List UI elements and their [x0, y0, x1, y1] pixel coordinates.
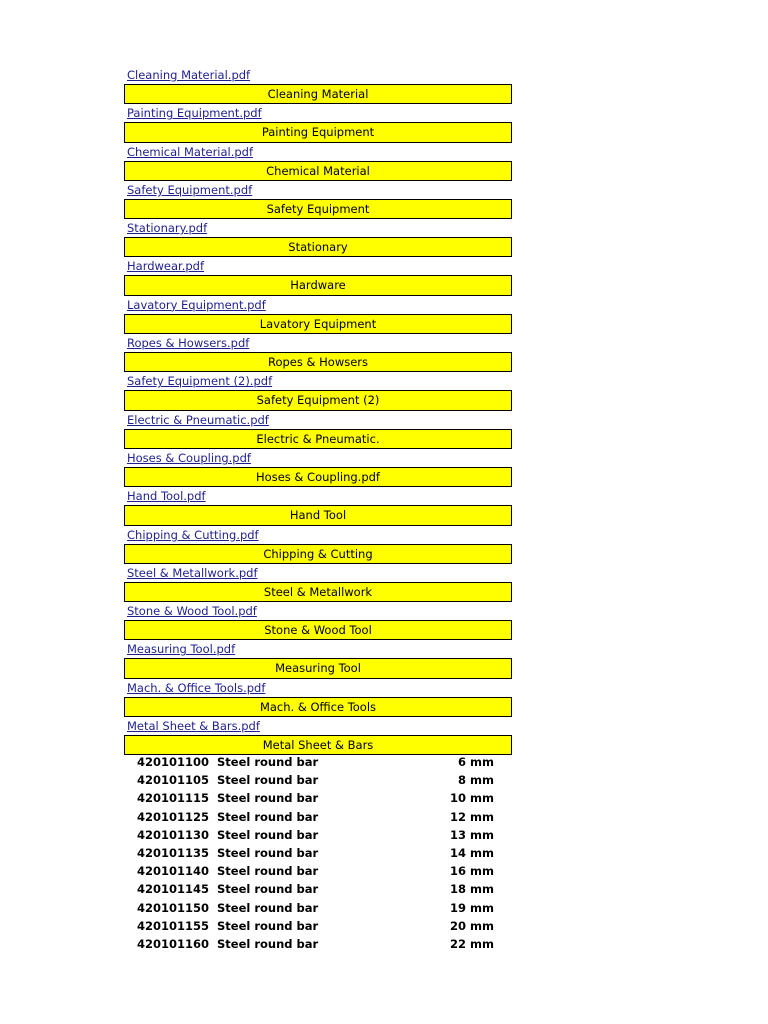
pdf-link[interactable]: Mach. & Office Tools.pdf [127, 680, 266, 695]
pdf-link[interactable]: Painting Equipment.pdf [127, 106, 262, 121]
table-row [124, 917, 512, 935]
section-header: Mach. & Office Tools [124, 697, 512, 717]
section-header: Safety Equipment (2) [124, 390, 512, 410]
item-size: 19 mm [450, 900, 494, 915]
section-header: Stone & Wood Tool [124, 620, 512, 640]
item-description: Steel round bar [217, 827, 319, 842]
pdf-link-row [124, 104, 512, 122]
table-row [124, 880, 512, 898]
item-code: 420101160 [137, 936, 210, 951]
item-code: 420101145 [137, 882, 210, 897]
section-header: Electric & Pneumatic. [124, 429, 512, 449]
pdf-link-row [124, 411, 512, 429]
pdf-link[interactable]: Measuring Tool.pdf [127, 642, 236, 657]
item-size: 16 mm [450, 864, 494, 879]
table-row [124, 935, 512, 953]
item-code: 420101115 [137, 791, 210, 806]
pdf-link-row [124, 296, 512, 314]
section-header: Stationary [124, 237, 512, 257]
pdf-link-row [124, 143, 512, 161]
pdf-link-row [124, 679, 512, 697]
pdf-link-row [124, 564, 512, 582]
item-code: 420101130 [137, 827, 210, 842]
item-description: Steel round bar [217, 845, 319, 860]
pdf-link[interactable]: Hand Tool.pdf [127, 489, 206, 504]
table-row [124, 771, 512, 789]
item-code: 420101140 [137, 864, 210, 879]
section-header: Safety Equipment [124, 199, 512, 219]
item-description: Steel round bar [217, 918, 319, 933]
table-row [124, 808, 512, 826]
pdf-link-row [124, 449, 512, 467]
section-header: Lavatory Equipment [124, 314, 512, 334]
section-header: Painting Equipment [124, 122, 512, 142]
pdf-link[interactable]: Cleaning Material.pdf [127, 68, 251, 82]
item-description: Steel round bar [217, 900, 319, 915]
item-code: 420101150 [137, 900, 210, 915]
item-description: Steel round bar [217, 882, 319, 897]
item-code: 420101105 [137, 773, 210, 788]
section-header: Chemical Material [124, 161, 512, 181]
table-row [124, 844, 512, 862]
pdf-link[interactable]: Steel & Metallwork.pdf [127, 565, 258, 580]
pdf-link[interactable]: Stone & Wood Tool.pdf [127, 604, 257, 619]
pdf-link-row [124, 219, 512, 237]
section-header: Hand Tool [124, 505, 512, 525]
pdf-link[interactable]: Stationary.pdf [127, 221, 208, 236]
pdf-link-row [124, 487, 512, 505]
item-description: Steel round bar [217, 791, 319, 806]
pdf-link[interactable]: Chemical Material.pdf [127, 144, 254, 159]
item-size: 13 mm [450, 827, 494, 842]
section-header: Hardware [124, 275, 512, 295]
pdf-link-row [124, 372, 512, 390]
pdf-link-row [124, 181, 512, 199]
table-row [124, 753, 512, 771]
section-header: Measuring Tool [124, 658, 512, 678]
item-size: 12 mm [450, 809, 494, 824]
item-size: 22 mm [450, 936, 494, 951]
section-header: Metal Sheet & Bars [124, 735, 512, 755]
table-row [124, 899, 512, 917]
item-code: 420101125 [137, 809, 210, 824]
section-header: Chipping & Cutting [124, 544, 512, 564]
pdf-link-row [124, 334, 512, 352]
item-description: Steel round bar [217, 773, 319, 788]
pdf-link-row [124, 526, 512, 544]
pdf-link[interactable]: Safety Equipment.pdf [127, 182, 253, 197]
item-code: 420101155 [137, 918, 210, 933]
section-list [124, 66, 512, 755]
pdf-link-row [124, 257, 512, 275]
section-header: Cleaning Material [124, 84, 512, 104]
item-description: Steel round bar [217, 936, 319, 951]
item-description: Steel round bar [217, 809, 319, 824]
section-header: Steel & Metallwork [124, 582, 512, 602]
item-size: 18 mm [450, 882, 494, 897]
item-size: 10 mm [450, 791, 494, 806]
item-description: Steel round bar [217, 864, 319, 879]
item-size: 8 mm [458, 773, 494, 788]
pdf-link-row [124, 602, 512, 620]
pdf-link[interactable]: Metal Sheet & Bars.pdf [127, 719, 260, 734]
table-row [124, 862, 512, 880]
item-table [124, 753, 512, 953]
table-row [124, 826, 512, 844]
pdf-link[interactable]: Hardwear.pdf [127, 259, 205, 274]
item-code: 420101135 [137, 845, 210, 860]
pdf-link[interactable]: Hoses & Coupling.pdf [127, 450, 251, 465]
item-size: 14 mm [450, 845, 494, 860]
table-row [124, 789, 512, 807]
item-code: 420101100 [137, 755, 210, 769]
pdf-link[interactable]: Safety Equipment (2).pdf [127, 374, 273, 389]
pdf-link-row [124, 717, 512, 735]
item-size: 6 mm [458, 755, 494, 769]
pdf-link[interactable]: Electric & Pneumatic.pdf [127, 412, 269, 427]
item-size: 20 mm [450, 918, 494, 933]
section-header: Hoses & Coupling.pdf [124, 467, 512, 487]
item-description: Steel round bar [217, 755, 319, 769]
section-header: Ropes & Howsers [124, 352, 512, 372]
pdf-link[interactable]: Chipping & Cutting.pdf [127, 527, 259, 542]
pdf-link[interactable]: Lavatory Equipment.pdf [127, 297, 266, 312]
pdf-link-row [124, 640, 512, 658]
pdf-link-row [124, 66, 512, 84]
pdf-link[interactable]: Ropes & Howsers.pdf [127, 336, 250, 351]
